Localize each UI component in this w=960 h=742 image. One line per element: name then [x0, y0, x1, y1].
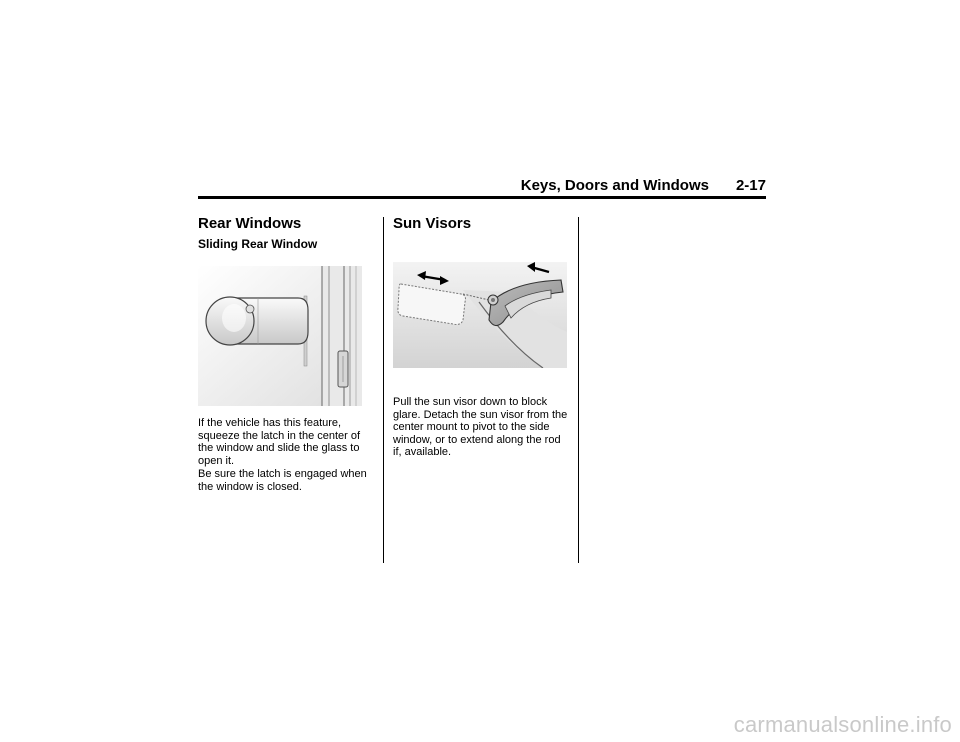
page-header	[198, 176, 766, 199]
sliding-rear-window-subheading: Sliding Rear Window	[198, 237, 318, 251]
sun-visor-illustration	[393, 262, 567, 368]
column-divider-1	[383, 217, 384, 563]
sun-visors-heading: Sun Visors	[393, 215, 472, 232]
rear-windows-paragraph-1: If the vehicle has this feature, squeeze the latch in the center of the window and slide the glass to open it.	[198, 417, 361, 467]
footer-watermark: carmanualsonline.info	[733, 712, 952, 737]
rear-windows-paragraph-2: Be sure the latch is engaged when the window is closed.	[198, 468, 367, 493]
header-section-title: Keys, Doors and Windows	[520, 177, 709, 194]
header-page-number: 2-17	[735, 177, 766, 194]
rear-windows-heading: Rear Windows	[198, 215, 302, 232]
sun-visors-paragraph-1: Pull the sun visor down to block glare. Detach the sun visor from the center mount to pivot to the side window, or to extend along the rod if, available.	[393, 396, 568, 458]
sliding-window-latch-illustration	[198, 266, 362, 406]
column-divider-2	[578, 217, 579, 563]
